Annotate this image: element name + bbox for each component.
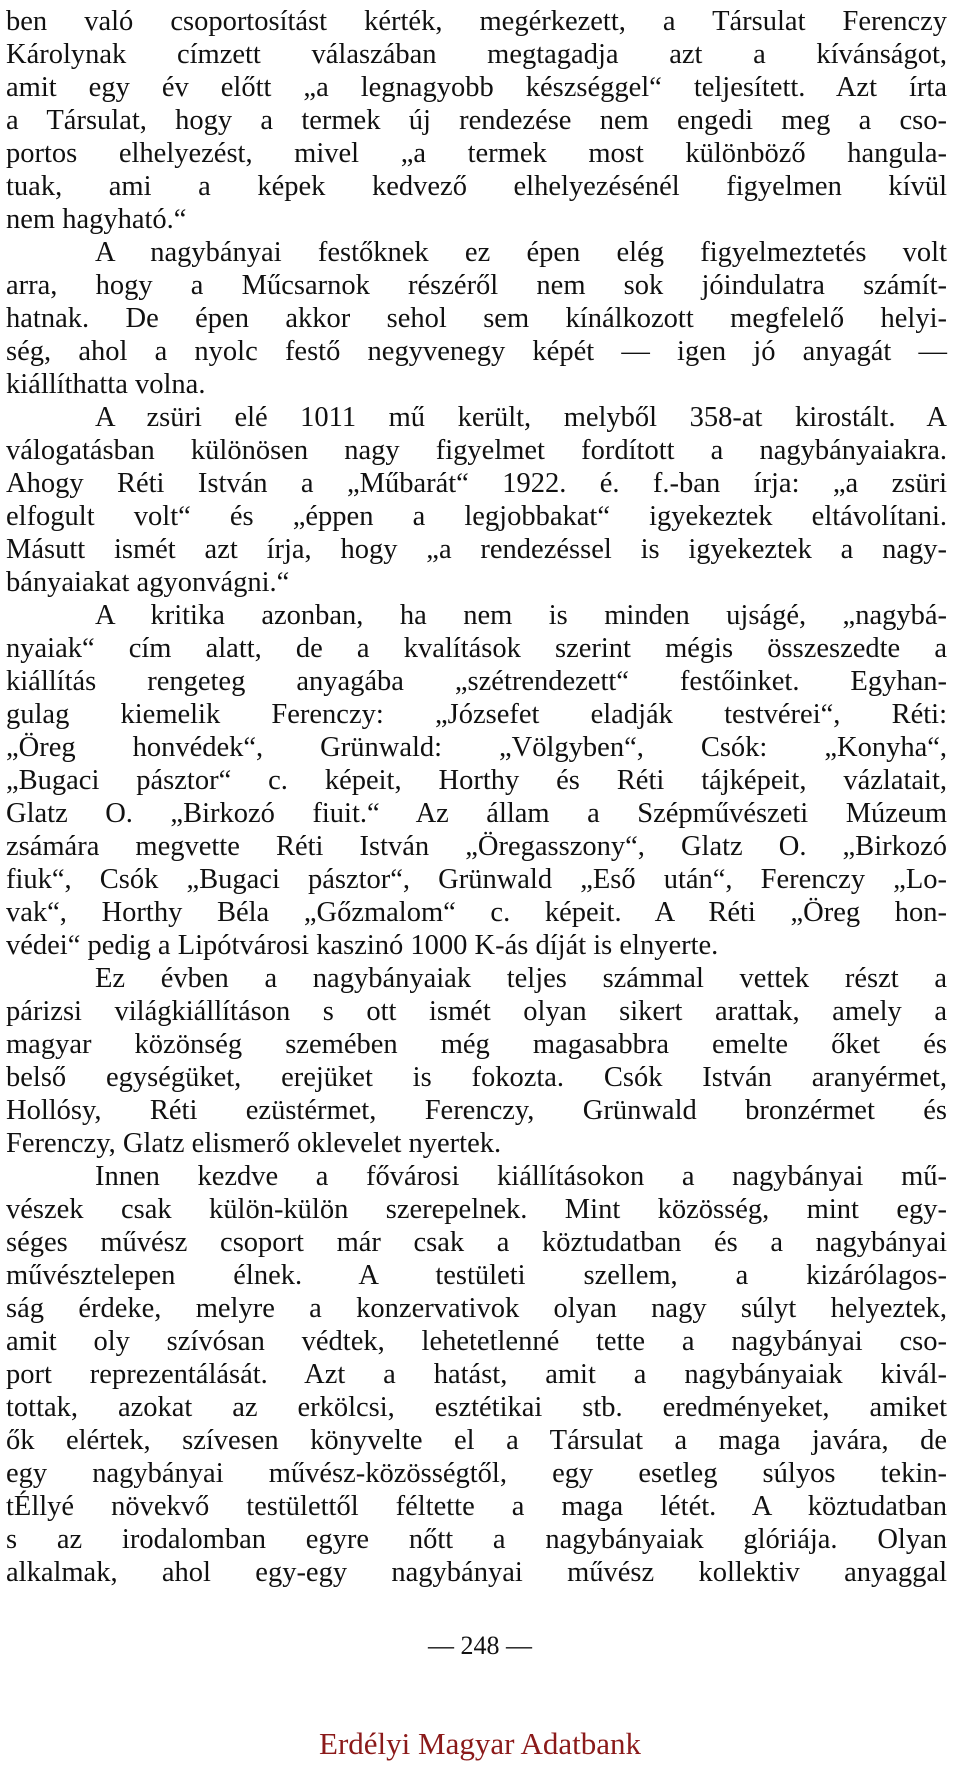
text-line: A zsüri elé 1011 mű került, melyből 358-at kirostált. A bbox=[95, 402, 947, 433]
text-line: amit oly szívósan védtek, lehetetlenné tette a nagybányai cso- bbox=[6, 1326, 947, 1357]
text-line: magyar közönség szemében még magasabbra emelte őket és bbox=[6, 1029, 947, 1060]
text-line: „Öreg honvédek“, Grünwald: „Völgyben“, Csók: „Konyha“, bbox=[6, 732, 947, 763]
page-number: — 248 — bbox=[428, 1631, 532, 1660]
text-line: A kritika azonban, ha nem is minden ujságé, „nagybá- bbox=[95, 600, 947, 631]
text-line: elfogult volt“ és „éppen a legjobbakat“ igyekeztek eltávolítani. bbox=[6, 501, 947, 532]
text-line: ság érdeke, melyre a konzervativok olyan nagy súlyt helyeztek, bbox=[6, 1293, 947, 1324]
text-line: Innen kezdve a fővárosi kiállításokon a nagybányai mű- bbox=[95, 1161, 947, 1192]
text-line: párizsi világkiállításon s ott ismét olyan sikert arattak, amely a bbox=[6, 996, 947, 1027]
text-line: Glatz O. „Birkozó fiuit.“ Az állam a Szépművészeti Múzeum bbox=[6, 798, 947, 829]
text-line: nem hagyható.“ bbox=[6, 204, 187, 235]
text-line: zsámára megvette Réti István „Öregasszony“, Glatz O. „Birkozó bbox=[6, 831, 947, 862]
text-line: bányaiakat agyonvágni.“ bbox=[6, 567, 290, 598]
text-line: Ez évben a nagybányaiak teljes számmal vettek részt a bbox=[95, 963, 947, 994]
text-line: ők elértek, szívesen könyvelte el a Társulat a maga javára, de bbox=[6, 1425, 947, 1456]
text-line: belső egységüket, erejüket is fokozta. Csók István aranyérmet, bbox=[6, 1062, 947, 1093]
text-line: ben való csoportosítást kérték, megérkezett, a Társulat Ferenczy bbox=[6, 6, 947, 37]
text-line: Ferenczy, Glatz elismerő oklevelet nyertek. bbox=[6, 1128, 502, 1159]
text-line: vészek csak külön-külön szerepelnek. Mint közösség, mint egy- bbox=[6, 1194, 947, 1225]
text-line: séges művész csoport már csak a köztudatban és a nagybányai bbox=[6, 1227, 947, 1258]
text-line: a Társulat, hogy a termek új rendezése nem engedi meg a cso- bbox=[6, 105, 947, 136]
text-line: nyaiak“ cím alatt, de a kvalítások szerint mégis összeszedte a bbox=[6, 633, 947, 664]
text-line: Másutt ismét azt írja, hogy „a rendezéssel is igyekeztek a nagy- bbox=[6, 534, 947, 565]
text-line: védei“ pedig a Lipótvárosi kaszinó 1000 K-ás díját is elnyerte. bbox=[6, 930, 719, 961]
text-line: port reprezentálását. Azt a hatást, amit a nagybányaiak kivál- bbox=[6, 1359, 947, 1390]
text-line: alkalmak, ahol egy-egy nagybányai művész kollektiv anyaggal bbox=[6, 1557, 947, 1588]
watermark-text: Erdélyi Magyar Adatbank bbox=[319, 1726, 641, 1761]
text-line: egy nagybányai művész-közösségtől, egy esetleg súlyos tekin- bbox=[6, 1458, 947, 1489]
text-line: Károlynak címzett válaszában megtagadja azt a kívánságot, bbox=[6, 39, 947, 70]
text-line: kiállíthatta volna. bbox=[6, 369, 206, 400]
text-line: „Bugaci pásztor“ c. képeit, Horthy és Réti tájképeit, vázlatait, bbox=[6, 765, 947, 796]
text-line: A nagybányai festőknek ez épen elég figyelmeztetés volt bbox=[95, 237, 947, 268]
text-line: arra, hogy a Műcsarnok részéről nem sok jóindulatra számít- bbox=[6, 270, 947, 301]
text-line: Ahogy Réti István a „Műbarát“ 1922. é. f.-ban írja: „a zsüri bbox=[6, 468, 947, 499]
text-line: Hollósy, Réti ezüstérmet, Ferenczy, Grünwald bronzérmet és bbox=[6, 1095, 947, 1126]
text-line: fiuk“, Csók „Bugaci pásztor“, Grünwald „Eső után“, Ferenczy „Lo- bbox=[6, 864, 947, 895]
text-line: válogatásban különösen nagy figyelmet fordított a nagybányaiakra. bbox=[6, 435, 947, 466]
text-line: tuak, ami a képek kedvező elhelyezésénél figyelmen kívül bbox=[6, 171, 947, 202]
text-line: hatnak. De épen akkor sehol sem kínálkozott megfelelő helyi- bbox=[6, 303, 947, 334]
text-line: tÉllyé növekvő testülettől féltette a maga létét. A köztudatban bbox=[6, 1491, 947, 1522]
text-line: amit egy év előtt „a legnagyobb készséggel“ teljesített. Azt írta bbox=[6, 72, 947, 103]
text-line: tottak, azokat az erkölcsi, esztétikai stb. eredményeket, amiket bbox=[6, 1392, 947, 1423]
text-line: kiállítás rengeteg anyagába „szétrendezett“ festőinket. Egyhan- bbox=[6, 666, 947, 697]
text-line: gulag kiemelik Ferenczy: „Józsefet eladják testvérei“, Réti: bbox=[6, 699, 947, 730]
text-line: művésztelepen élnek. A testületi szellem, a kizárólagos- bbox=[6, 1260, 947, 1291]
text-line: portos elhelyezést, mivel „a termek most különböző hangula- bbox=[6, 138, 947, 169]
text-line: s az irodalomban egyre nőtt a nagybányaiak glóriája. Olyan bbox=[6, 1524, 947, 1555]
text-line: vak“, Horthy Béla „Gőzmalom“ c. képeit. A Réti „Öreg hon- bbox=[6, 897, 947, 928]
text-line: ség, ahol a nyolc festő negyvenegy képét — igen jó anyagát — bbox=[6, 336, 947, 367]
